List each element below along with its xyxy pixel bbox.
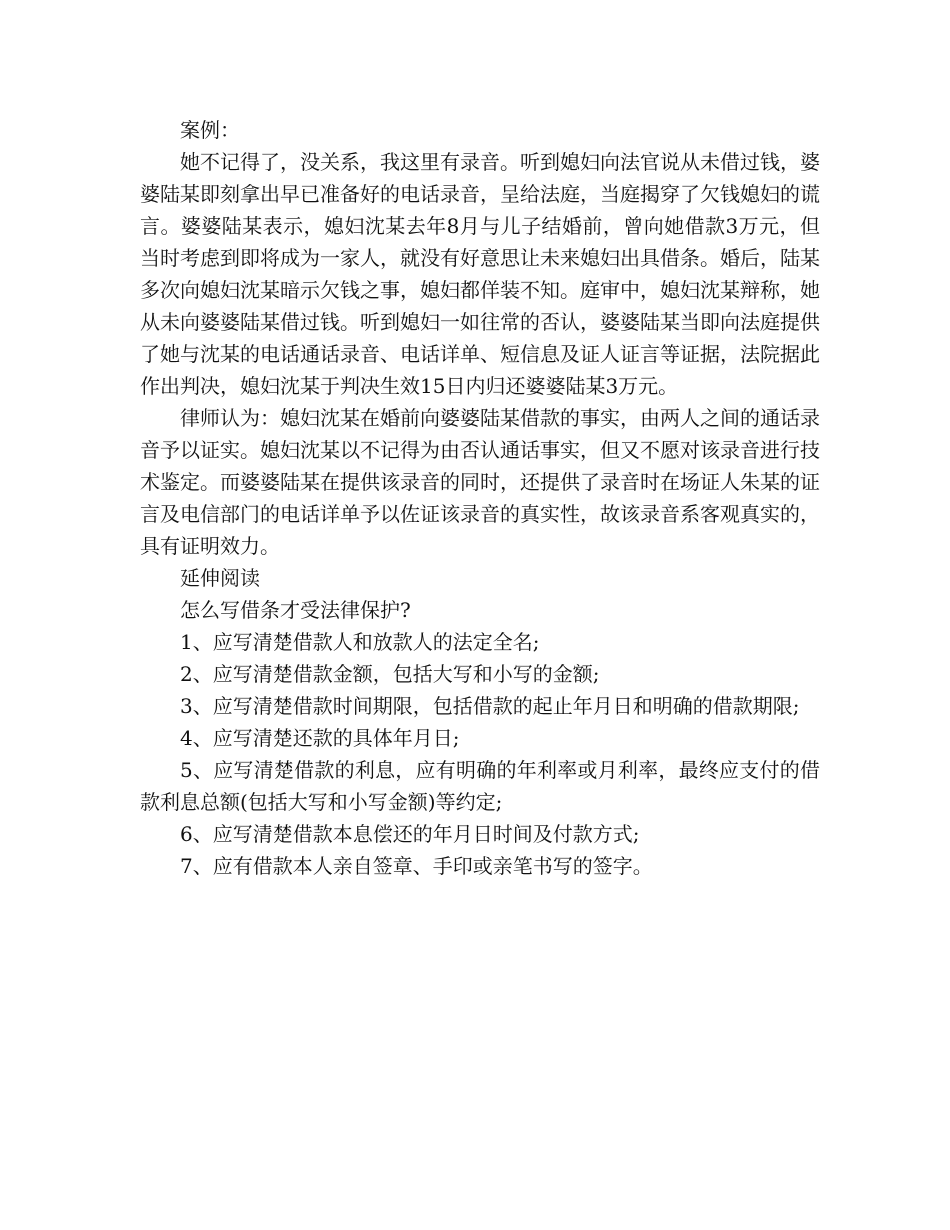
list-item: 4、应写清楚还款的具体年月日;	[180, 726, 460, 750]
list-item: 3、应写清楚借款时间期限，包括借款的起止年月日和明确的借款期限;	[180, 694, 800, 718]
extended-reading-heading: 延伸阅读	[180, 566, 260, 590]
question-heading: 怎么写借条才受法律保护?	[180, 598, 411, 622]
list-item: 6、应写清楚借款本息偿还的年月日时间及付款方式;	[180, 822, 640, 846]
lawyer-opinion-paragraph: 律师认为：媳妇沈某在婚前向婆婆陆某借款的事实，由两人之间的通话录音予以证实。媳妇沈某以不记得为由否认通话事实，但又不愿对该录音进行技术鉴定。而婆婆陆某在提供该录音的同时，还提供了录音时在场证人朱某的证言及电信部门的电话详单予以佐证该录音的真实性，故该录音系客观真实的，具有证明效力。	[140, 406, 820, 558]
list-item: 7、应有借款本人亲自签章、手印或亲笔书写的签字。	[180, 854, 653, 878]
case-heading: 案例：	[180, 118, 240, 142]
document-page	[140, 114, 820, 882]
list-item: 5、应写清楚借款的利息，应有明确的年利率或月利率，最终应支付的借款利息总额(包括大写和小写金额)等约定;	[140, 758, 820, 814]
list-item: 1、应写清楚借款人和放款人的法定全名;	[180, 630, 540, 654]
list-item: 2、应写清楚借款金额，包括大写和小写的金额;	[180, 662, 600, 686]
case-paragraph: 她不记得了，没关系，我这里有录音。听到媳妇向法官说从未借过钱，婆婆陆某即刻拿出早已准备好的电话录音，呈给法庭，当庭揭穿了欠钱媳妇的谎言。婆婆陆某表示，媳妇沈某去年8月与儿子结婚前，曾向她借款3万元，但当时考虑到即将成为一家人，就没有好意思让未来媳妇出具借条。婚后，陆某多次向媳妇沈某暗示欠钱之事，媳妇都佯装不知。庭审中，媳妇沈某辩称，她从未向婆婆陆某借过钱。听到媳妇一如往常的否认，婆婆陆某当即向法庭提供了她与沈某的电话通话录音、电话详单、短信息及证人证言等证据，法院据此作出判决，媳妇沈某于判决生效15日内归还婆婆陆某3万元。	[140, 150, 820, 398]
